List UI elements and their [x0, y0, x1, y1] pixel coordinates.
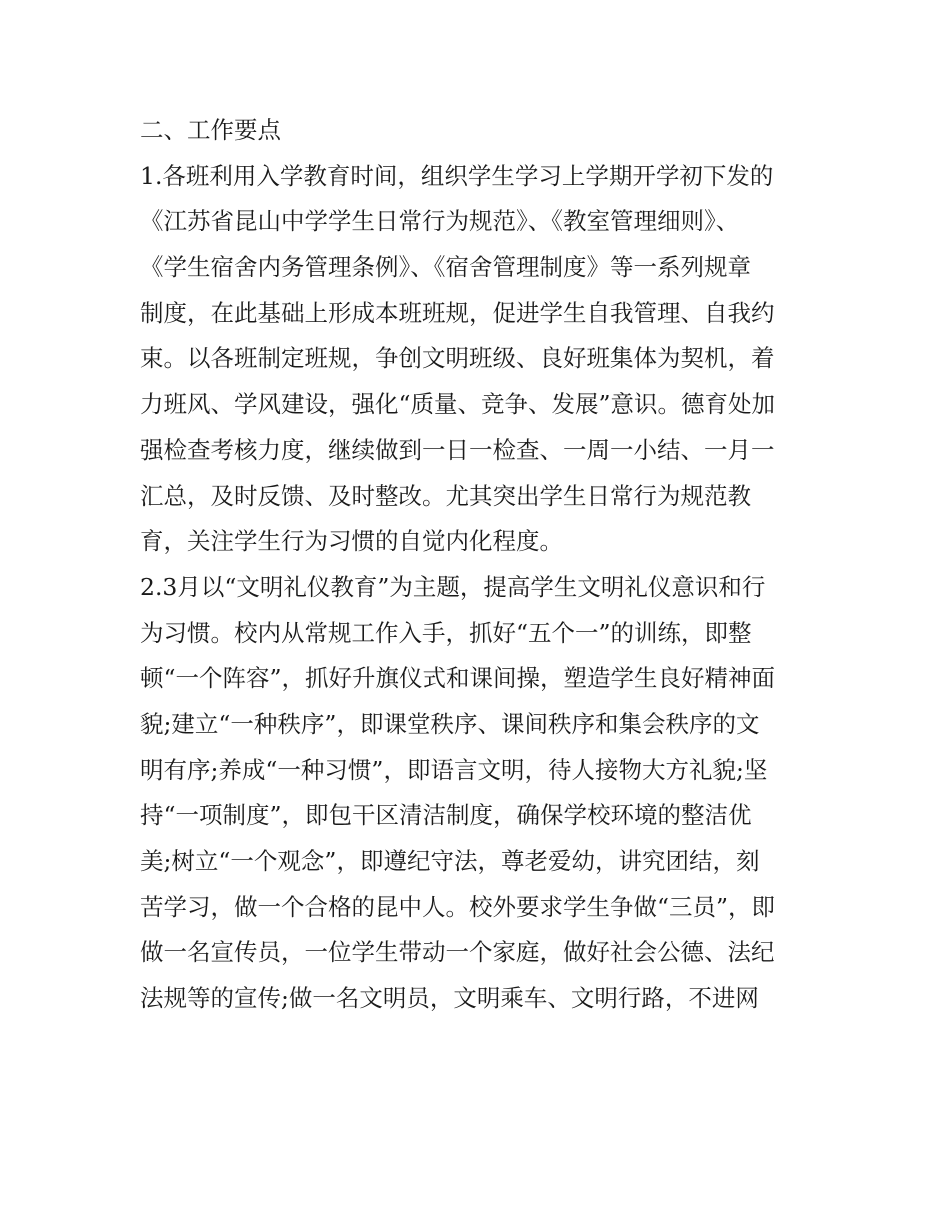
- section-heading: 二、工作要点: [140, 116, 281, 144]
- document-body: [140, 108, 820, 1022]
- text-line: 育，关注学生行为习惯的自觉内化程度。: [140, 527, 563, 556]
- text-line: 2.3月以“文明礼仪教育”为主题，提高学生文明礼仪意识和行: [140, 572, 766, 601]
- text-line: 制度，在此基础上形成本班班规，促进学生自我管理、自我约: [140, 298, 775, 327]
- text-line: 美;树立“一个观念”，即遵纪守法，尊老爱幼，讲究团结，刻: [140, 847, 760, 875]
- text-line: 明有序;养成“一种习惯”，即语言文明，待人接物大方礼貌;坚: [140, 755, 768, 784]
- text-line: 汇总，及时反馈、及时整改。尤其突出学生日常行为规范教: [140, 481, 751, 510]
- text-line: 为习惯。校内从常规工作入手，抓好“五个一”的训练，即整: [140, 618, 752, 647]
- text-line: 苦学习，做一个合格的昆中人。校外要求学生争做“三员”，即: [140, 892, 776, 921]
- text-line: 法规等的宣传;做一名文明员，文明乘车、文明行路，不进网: [140, 984, 759, 1013]
- text-line: 顿“一个阵容”，抓好升旗仪式和课间操，塑造学生良好精神面: [140, 664, 776, 693]
- text-line: 强检查考核力度，继续做到一日一检查、一周一小结、一月一: [140, 435, 775, 464]
- text-line: 做一名宣传员，一位学生带动一个家庭，做好社会公德、法纪: [140, 938, 775, 967]
- text-line: 貌;建立“一种秩序”，即课堂秩序、课间秩序和集会秩序的文: [140, 709, 760, 738]
- text-line: 1.各班利用入学教育时间，组织学生学习上学期开学初下发的: [140, 161, 774, 190]
- text-line: 《学生宿舍内务管理条例》、《宿舍管理制度》等一系列规章: [140, 253, 751, 282]
- text-line: 束。以各班制定班规，争创文明班级、良好班集体为契机，着: [140, 344, 775, 373]
- text-line: 持“一项制度”，即包干区清洁制度，确保学校环境的整洁优: [140, 801, 752, 830]
- text-line: 力班风、学风建设，强化“质量、竞争、发展”意识。德育处加: [140, 390, 776, 419]
- text-line: 《江苏省昆山中学学生日常行为规范》、《教室管理细则》、: [140, 207, 740, 236]
